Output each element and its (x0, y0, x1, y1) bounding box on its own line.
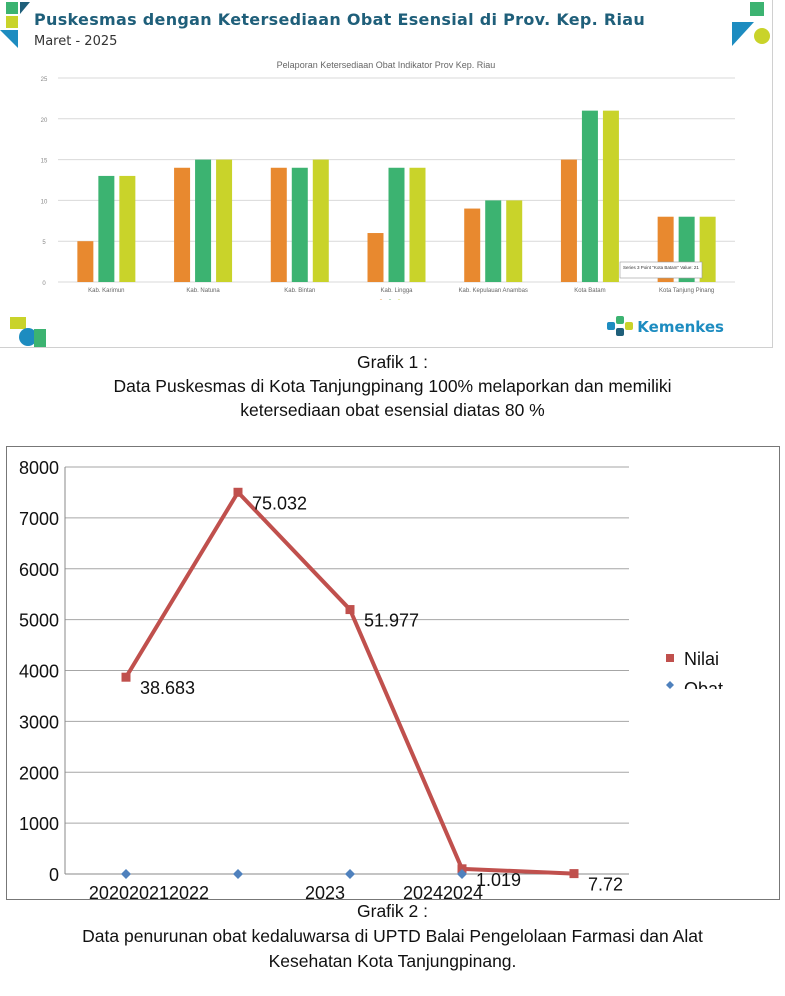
chart2-y-tick-label: 0 (48, 865, 59, 885)
chart1-legend-dot (389, 300, 392, 301)
chart2-series-obat-point (233, 869, 243, 879)
caption2-line: Data penurunan obat kedaluwarsa di UPTD Balai Pengelolaan Farmasi dan Alat (82, 926, 703, 946)
chart1-x-tick-label: Kab. Bintan (284, 288, 316, 294)
chart2-x-tick-label: 2023 (304, 883, 346, 899)
slide-title: Puskesmas dengan Ketersediaan Obat Esensial di Prov. Kep. Riau (34, 10, 646, 29)
chart1-tooltip-text: Series 3 Point "Kota Batam" Value: 21 (623, 265, 699, 270)
chart1-bar (119, 176, 135, 282)
caption2-line: Kesehatan Kota Tanjungpinang. (268, 951, 517, 971)
chart1-bar (77, 241, 93, 282)
chart2-series-obat-point (121, 869, 131, 879)
chart1-y-tick-label: 5 (42, 240, 46, 247)
chart1-x-tick-label: Kab. Kepulauan Anambas (458, 288, 528, 294)
chart1-bar (195, 160, 211, 282)
chart1-bar (292, 168, 308, 282)
chart2-x-tick-label: 202020212022 (88, 883, 210, 899)
chart1-y-tick-label: 20 (40, 117, 48, 124)
chart1-bar (603, 111, 619, 282)
chart1-x-tick-label: Kab. Lingga (380, 288, 413, 294)
chart2-x-tick-label: 20242024 (402, 883, 484, 899)
kemenkes-logo-icon (607, 316, 633, 336)
chart2-y-tick-label: 6000 (18, 559, 59, 580)
chart1-bar (506, 200, 522, 282)
chart1-x-tick-label: Kota Batam (574, 288, 606, 294)
chart2-y-tick-label: 5000 (18, 610, 59, 631)
chart2-series-obat-point (345, 869, 355, 879)
chart2-legend-label-nilai: Nilai (684, 649, 720, 669)
chart2-y-tick-label: 2000 (18, 763, 59, 784)
chart1-bar (216, 160, 232, 282)
caption1-heading: Grafik 1 : (357, 352, 428, 372)
chart2-series-nilai-point (234, 488, 243, 497)
chart2-series-nilai-point (570, 869, 579, 878)
chart2-y-tick-label: 7000 (18, 508, 59, 529)
chart2-data-label: 7.72 (588, 874, 624, 895)
chart2-y-tick-label: 4000 (18, 661, 59, 682)
chart1-bar (271, 168, 287, 282)
chart2-legend-label-obat: Obat (684, 679, 724, 699)
chart1-slide (0, 0, 773, 348)
caption1-line: Data Puskesmas di Kota Tanjungpinang 100% melaporkan dan memiliki (113, 376, 672, 396)
chart1-bar-chart (0, 0, 772, 300)
chart2-legend-marker-obat (666, 681, 674, 689)
chart1-y-tick-label: 0 (42, 281, 46, 287)
chart1-legend-dot (398, 300, 401, 301)
chart1-tooltip (620, 262, 702, 278)
chart2-data-label: 1.019 (476, 869, 522, 890)
caption1-line: ketersediaan obat esensial diatas 80 % (240, 400, 545, 420)
chart2-series-nilai-point (346, 605, 355, 614)
chart2-data-label: 38.683 (140, 678, 196, 699)
chart1-title: Pelaporan Ketersediaan Obat Indikator Prov Kep. Riau (276, 60, 496, 70)
caption2-heading: Grafik 2 : (357, 901, 428, 921)
chart2-line-chart (7, 447, 779, 899)
chart2-data-label: 75.032 (252, 493, 308, 514)
slide-corner-decor-bottom-left (8, 315, 48, 347)
chart2-y-tick-label: 8000 (18, 458, 59, 478)
chart1-bar (582, 111, 598, 282)
chart1-bar (389, 168, 405, 282)
chart1-bar (368, 233, 384, 282)
chart1-y-tick-label: 15 (40, 158, 48, 165)
chart1-bar (98, 176, 114, 282)
chart2-frame (6, 446, 780, 900)
chart1-y-tick-label: 25 (40, 77, 48, 83)
chart1-bar (485, 200, 501, 282)
chart2-legend-obat-clip (684, 679, 723, 699)
chart1-bar (561, 160, 577, 282)
chart1-y-tick-label: 10 (40, 199, 48, 206)
kemenkes-logo-text: Kemenkes (637, 318, 724, 336)
chart1-x-tick-label: Kab. Natuna (186, 288, 220, 294)
chart2-y-tick-label: 1000 (18, 814, 59, 835)
slide-subtitle: Maret - 2025 (34, 34, 118, 49)
chart1-x-tick-label: Kota Tanjung Pinang (659, 288, 715, 294)
chart1-bar (410, 168, 426, 282)
chart2-series-nilai-point (122, 673, 131, 682)
chart2-legend-marker-nilai (666, 654, 674, 662)
chart1-bar (313, 160, 329, 282)
chart1-bar (174, 168, 190, 282)
chart1-x-tick-label: Kab. Karimun (88, 288, 125, 294)
chart2-data-label: 51.977 (364, 610, 420, 631)
chart1-legend-dot (380, 300, 383, 301)
chart2-y-tick-label: 3000 (18, 712, 59, 733)
chart1-bar (464, 209, 480, 282)
kemenkes-logo (607, 316, 724, 336)
